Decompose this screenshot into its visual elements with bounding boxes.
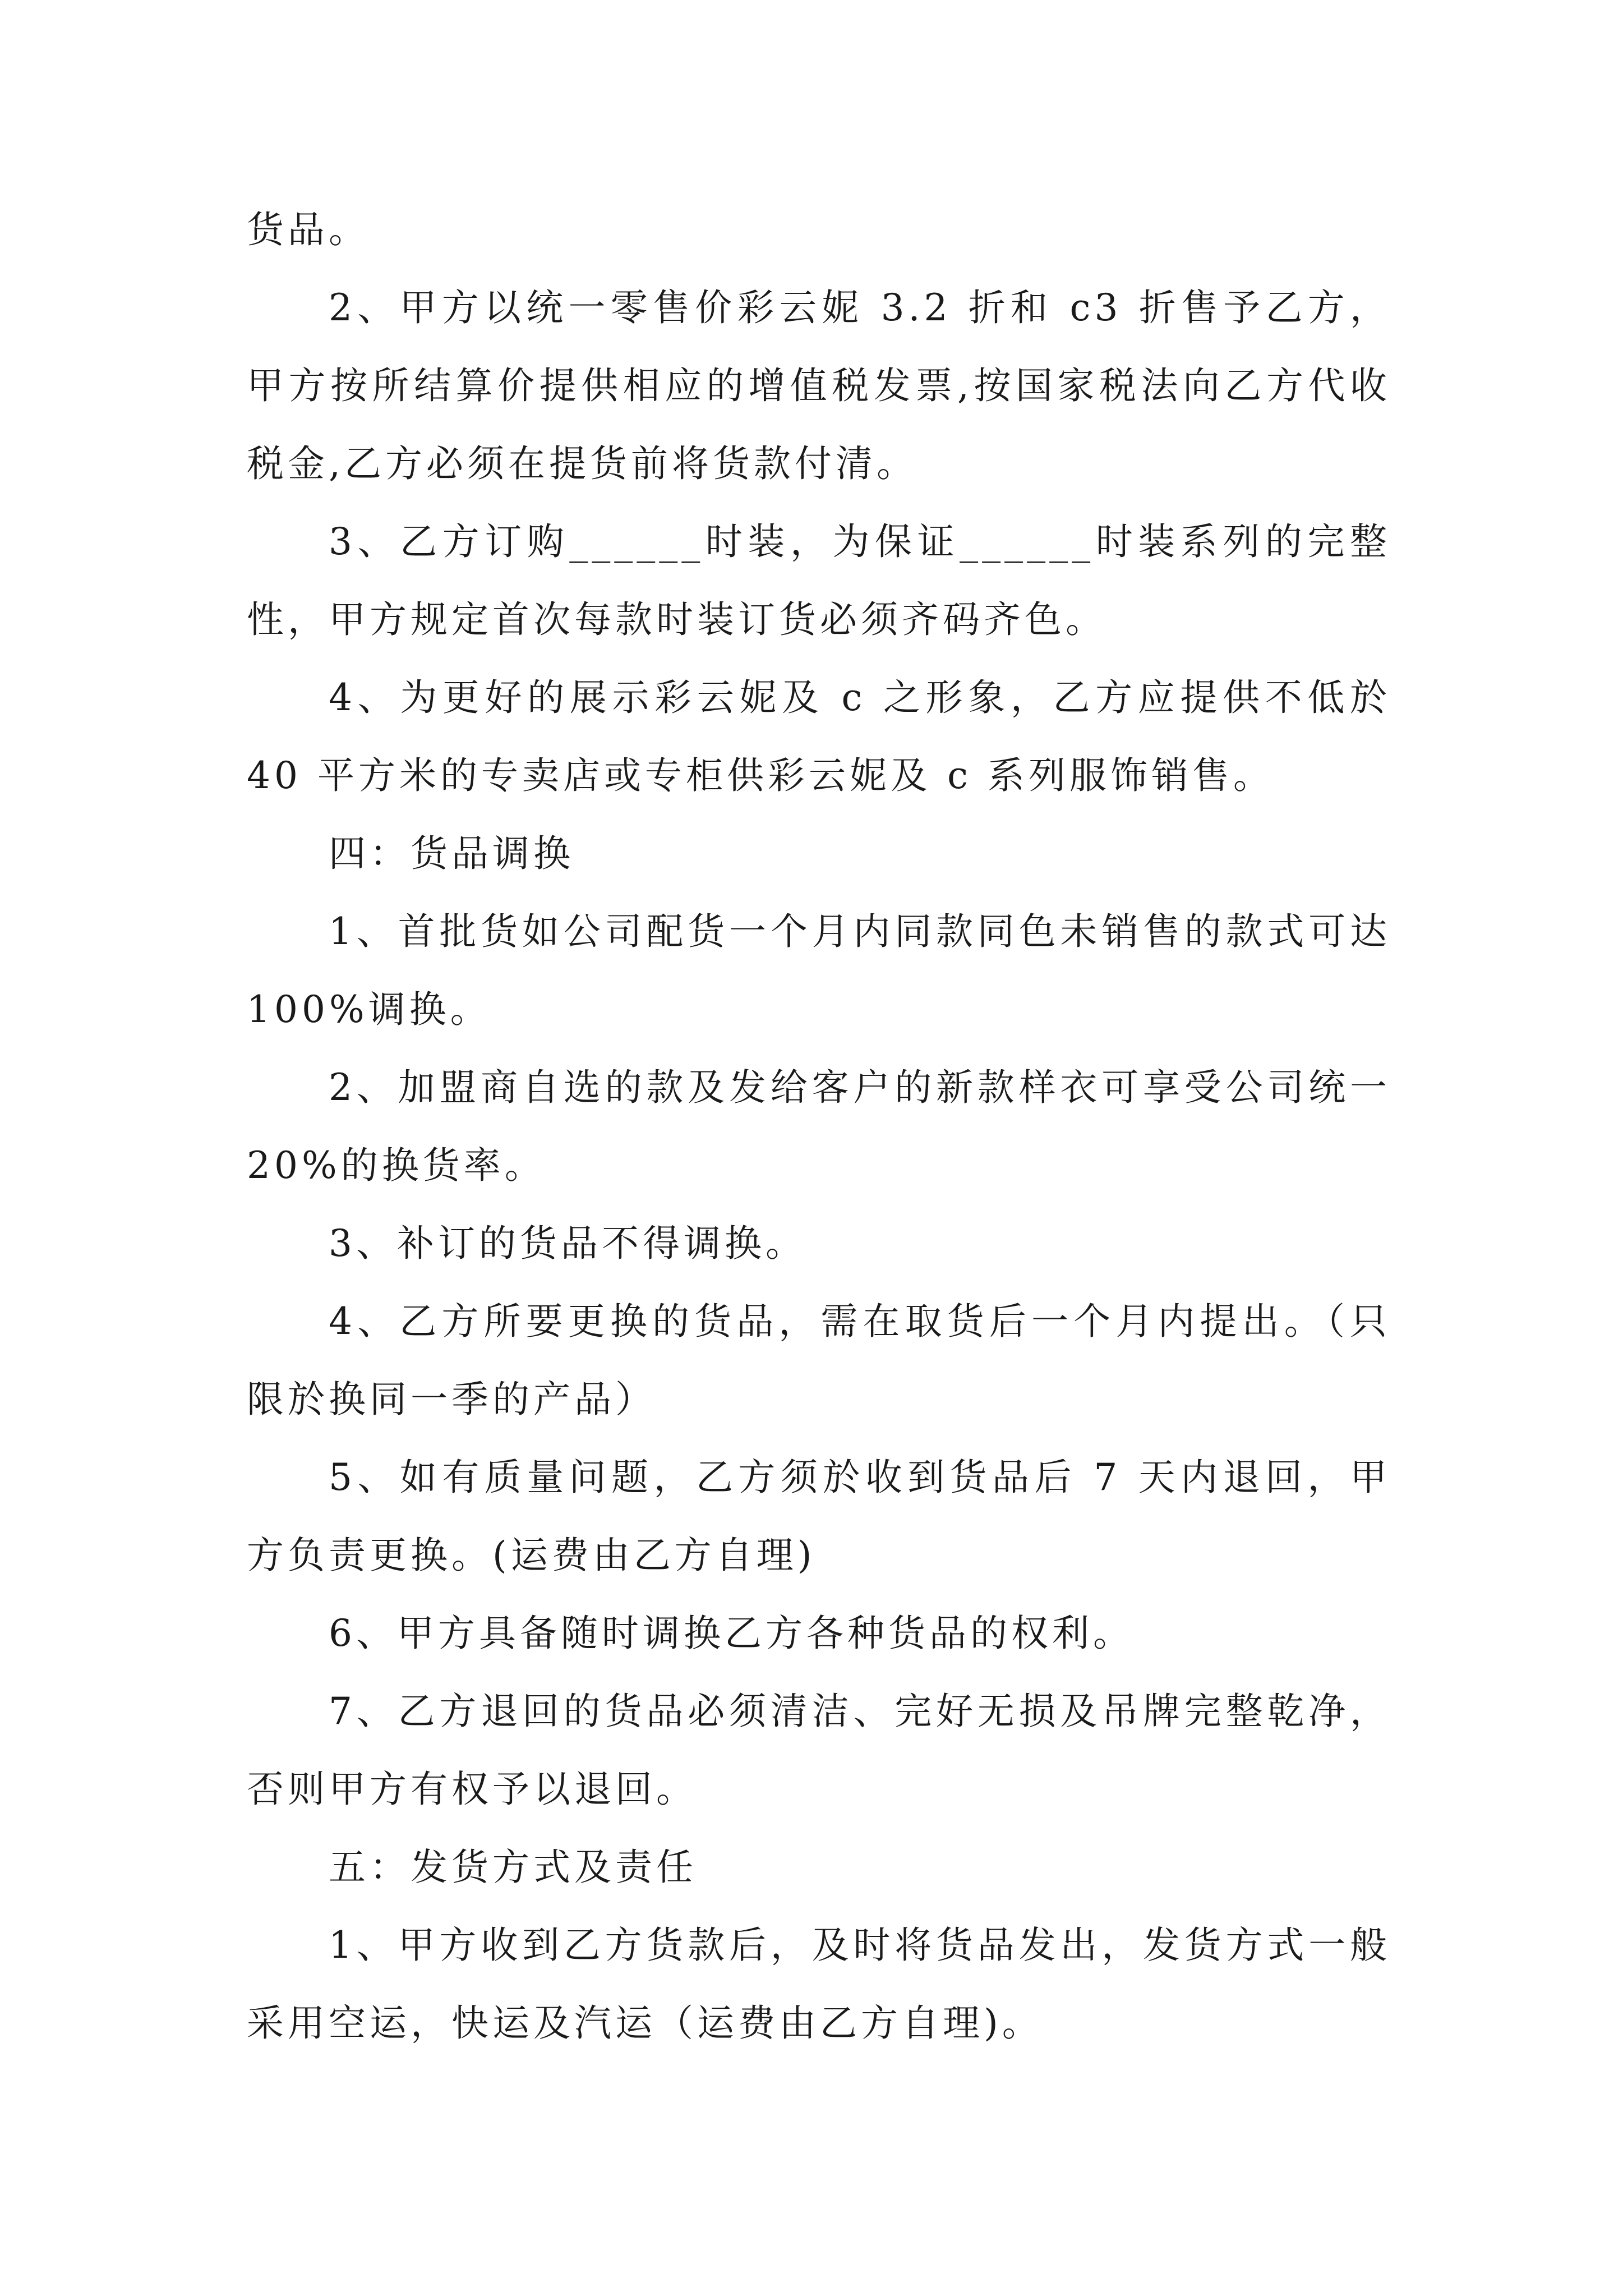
paragraph-4: 4、为更好的展示彩云妮及 c 之形象，乙方应提供不低於 40 平方米的专卖店或专柜供彩云妮及 c 系列服饰销售。 (247, 676, 1391, 797)
document-body (247, 191, 1391, 2062)
paragraph-8: 3、补订的货品不得调换。 (329, 1222, 806, 1265)
paragraph-3: 3、乙方订购______时装，为保证______时装系列的完整性，甲方规定首次每款时装订货必须齐码齐色。 (247, 520, 1391, 641)
paragraph-6: 1、首批货如公司配货一个月内同款同色未销售的款式可达 100%调换。 (247, 910, 1391, 1031)
section-heading-4: 四：货品调换 (329, 832, 574, 875)
paragraph-12: 7、乙方退回的货品必须清洁、完好无损及吊牌完整乾净，否则甲方有权予以退回。 (247, 1690, 1391, 1811)
paragraph-2: 2、甲方以统一零售价彩云妮 3.2 折和 c3 折售予乙方，甲方按所结算价提供相应的增值税发票,按国家税法向乙方代收税金,乙方必须在提货前将货款付清。 (247, 286, 1391, 485)
paragraph-1: 货品。 (247, 208, 370, 251)
paragraph-11: 6、甲方具备随时调换乙方各种货品的权利。 (329, 1612, 1134, 1655)
paragraph-9: 4、乙方所要更换的货品，需在取货后一个月内提出。（只限於换同一季的产品） (247, 1300, 1391, 1421)
section-heading-5: 五：发货方式及责任 (329, 1846, 697, 1889)
paragraph-10: 5、如有质量问题，乙方须於收到货品后 7 天内退回，甲方负责更换。(运费由乙方自理) (247, 1456, 1391, 1577)
paragraph-7: 2、加盟商自选的款及发给客户的新款样衣可享受公司统一 20%的换货率。 (247, 1066, 1391, 1187)
paragraph-14: 1、甲方收到乙方货款后，及时将货品发出，发货方式一般采用空运，快运及汽运（运费由乙方自理)。 (247, 1924, 1391, 2045)
